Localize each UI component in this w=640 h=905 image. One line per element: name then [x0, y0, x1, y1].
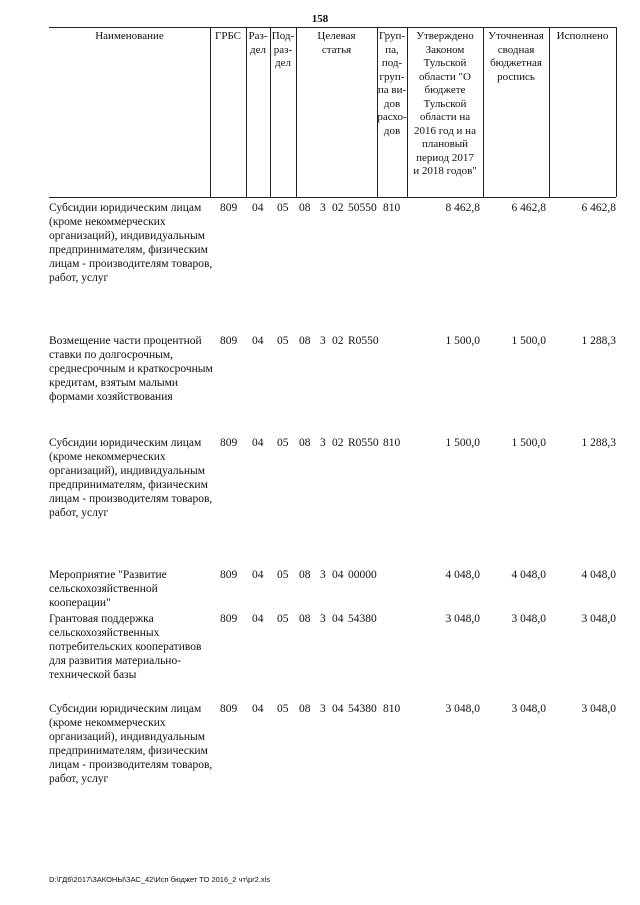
row-target-part: 3 [320, 703, 326, 715]
row-podrazdel: 05 [277, 569, 289, 581]
row-target-part: 04 [332, 703, 344, 715]
header-podrazdel: Под- раз- дел [271, 30, 295, 69]
row-target-part: 08 [299, 613, 311, 625]
row-grbs: 809 [220, 202, 238, 214]
row-executed: 3 048,0 [581, 613, 616, 625]
header-razdel: Раз- дел [248, 30, 268, 56]
row-approved: 1 500,0 [445, 335, 480, 347]
row-target-part: 54380 [348, 703, 377, 715]
row-target-part: 3 [320, 335, 326, 347]
row-razdel: 04 [252, 703, 264, 715]
row-target-part: 04 [332, 613, 344, 625]
row-group: 810 [383, 703, 401, 715]
header-revised: Уточненная сводная бюджетная роспись [488, 30, 544, 83]
row-target-part: 08 [299, 703, 311, 715]
row-group: 810 [383, 437, 401, 449]
row-approved: 4 048,0 [445, 569, 480, 581]
row-target-part: 02 [332, 202, 344, 214]
row-name: Мероприятие "Развитие сельскохозяйственной кооперации" [49, 569, 167, 609]
row-executed: 1 288,3 [581, 335, 616, 347]
row-target-part: 3 [320, 569, 326, 581]
row-target-part: 08 [299, 202, 311, 214]
row-revised: 3 048,0 [511, 613, 546, 625]
row-target-part: 3 [320, 437, 326, 449]
row-razdel: 04 [252, 613, 264, 625]
row-podrazdel: 05 [277, 437, 289, 449]
row-target-part: 08 [299, 437, 311, 449]
header-name: Наименование [95, 30, 164, 42]
row-executed: 1 288,3 [581, 437, 616, 449]
row-target-part: 3 [320, 613, 326, 625]
row-revised: 1 500,0 [511, 437, 546, 449]
row-podrazdel: 05 [277, 703, 289, 715]
row-target-part: 00000 [348, 569, 377, 581]
row-podrazdel: 05 [277, 613, 289, 625]
row-approved: 3 048,0 [445, 703, 480, 715]
row-target-part: 04 [332, 569, 344, 581]
header-divider [616, 27, 617, 197]
row-razdel: 04 [252, 437, 264, 449]
row-target-part: 54380 [348, 613, 377, 625]
row-razdel: 04 [252, 335, 264, 347]
file-path-footer: D:\ГД6\2017\ЗАКОНЫ\ЗАС_42\Исп бюджет ТО 2016_2 чт\pr2.xls [49, 875, 271, 884]
row-target-part: R0550 [348, 437, 379, 449]
row-grbs: 809 [220, 703, 238, 715]
row-revised: 4 048,0 [511, 569, 546, 581]
row-razdel: 04 [252, 202, 264, 214]
row-grbs: 809 [220, 613, 238, 625]
row-name: Возмещение части процентной ставки по долгосрочным, среднесрочным и краткосрочным кредитам, взятым малыми формами хозяйствования [49, 335, 213, 403]
row-razdel: 04 [252, 569, 264, 581]
row-target-part: 02 [332, 437, 344, 449]
row-group: 810 [383, 202, 401, 214]
row-grbs: 809 [220, 437, 238, 449]
row-name: Субсидии юридическим лицам (кроме некоммерческих организаций), индивидуальным предпринимателям, физическим лицам - производителям товаров, работ, услуг [49, 703, 213, 785]
header-top-border [49, 27, 616, 28]
row-grbs: 809 [220, 569, 238, 581]
header-expense-group: Груп- па, под- груп- па ви- дов расхо- дов [377, 30, 407, 137]
row-name: Грантовая поддержка сельскохозяйственных потребительских кооперативов для развития материально-технической базы [49, 613, 202, 681]
header-grbs: ГРБС [214, 30, 242, 42]
row-approved: 1 500,0 [445, 437, 480, 449]
header-executed: Исполнено [556, 30, 609, 42]
header-divider [549, 27, 550, 197]
row-revised: 1 500,0 [511, 335, 546, 347]
row-podrazdel: 05 [277, 202, 289, 214]
row-podrazdel: 05 [277, 335, 289, 347]
header-divider [210, 27, 211, 197]
row-name: Субсидии юридическим лицам (кроме некоммерческих организаций), индивидуальным предпринимателям, физическим лицам - производителям товаров, работ, услуг [49, 202, 213, 284]
page-number: 158 [311, 13, 329, 25]
header-approved: Утверждено Законом Тульской области "О бюджете Тульской области на 2016 год и на плановый период 2017 и 2018 годов" [413, 30, 477, 177]
row-executed: 4 048,0 [581, 569, 616, 581]
row-approved: 8 462,8 [445, 202, 480, 214]
row-target-part: 02 [332, 335, 344, 347]
row-revised: 6 462,8 [511, 202, 546, 214]
header-bottom-border [49, 197, 616, 198]
row-approved: 3 048,0 [445, 613, 480, 625]
row-target-part: 08 [299, 569, 311, 581]
row-executed: 6 462,8 [581, 202, 616, 214]
row-name: Субсидии юридическим лицам (кроме некоммерческих организаций), индивидуальным предпринимателям, физическим лицам - производителям товаров, работ, услуг [49, 437, 213, 519]
row-target-part: R0550 [348, 335, 379, 347]
row-grbs: 809 [220, 335, 238, 347]
row-revised: 3 048,0 [511, 703, 546, 715]
header-target-article: Целевая статья [317, 30, 356, 56]
row-target-part: 50550 [348, 202, 377, 214]
row-target-part: 08 [299, 335, 311, 347]
row-executed: 3 048,0 [581, 703, 616, 715]
row-target-part: 3 [320, 202, 326, 214]
